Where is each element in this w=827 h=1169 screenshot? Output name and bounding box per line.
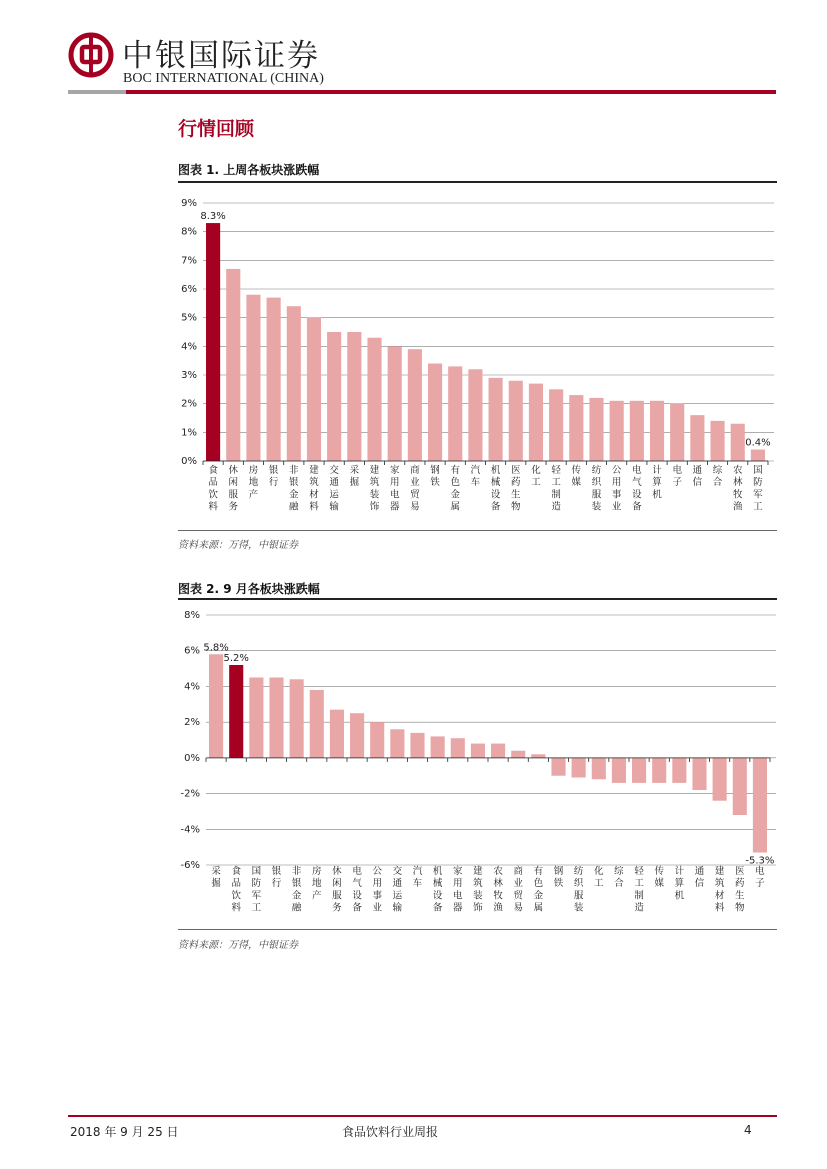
footer-page-number: 4: [744, 1123, 752, 1137]
bar: [330, 710, 344, 758]
category-label: 轻工制造: [634, 866, 644, 914]
bar: [650, 401, 664, 461]
bar: [269, 678, 283, 758]
category-label: 银行: [268, 465, 279, 489]
category-label: 医药生物: [735, 866, 745, 914]
category-label: 轻工制造: [551, 465, 561, 513]
category-label: 化工: [531, 465, 541, 489]
bar: [652, 758, 666, 783]
figure-1-bottom-rule: [178, 530, 777, 531]
category-label: 房地产: [248, 465, 259, 501]
category-label: 通信: [694, 866, 705, 890]
bar: [670, 404, 684, 461]
y-tick-label: -2%: [180, 788, 200, 800]
category-label: 医药生物: [511, 465, 521, 513]
bar: [310, 690, 324, 758]
bar: [226, 269, 240, 461]
category-label: 公用事业: [611, 465, 622, 513]
y-tick-label: 8%: [184, 610, 200, 621]
category-label: 纺织服装: [573, 866, 584, 914]
bar: [610, 401, 624, 461]
bar: [267, 298, 281, 461]
y-tick-label: 6%: [184, 645, 200, 657]
bar: [733, 758, 747, 815]
category-label: 休闲服务: [228, 465, 239, 513]
data-label: 8.3%: [200, 211, 226, 223]
figure-1-chart: [178, 186, 777, 531]
bar: [307, 318, 321, 461]
bar: [367, 338, 381, 461]
bar: [388, 346, 402, 461]
y-tick-label: -4%: [180, 824, 200, 836]
y-tick-label: 4%: [184, 681, 200, 693]
bar: [408, 349, 422, 461]
bar: [589, 398, 603, 461]
header-rule-red: [126, 90, 776, 94]
category-label: 国防军工: [251, 866, 262, 914]
bar: [209, 654, 223, 758]
category-label: 家用电器: [453, 866, 463, 914]
section-title: 行情回顾: [178, 118, 255, 140]
bar: [350, 713, 364, 758]
y-tick-label: 2%: [181, 398, 197, 410]
boc-logo-icon: [68, 32, 114, 78]
category-label: 传媒: [654, 866, 664, 890]
category-label: 通信: [692, 465, 703, 489]
bar: [290, 679, 304, 758]
bar: [390, 729, 404, 758]
bar: [692, 758, 706, 790]
bar: [428, 364, 442, 461]
footer-report-title: 食品饮料行业周报: [342, 1125, 439, 1139]
bar: [347, 332, 361, 461]
bar: [249, 678, 263, 758]
figure-2-source: 资料来源：万得，中银证券: [178, 940, 298, 951]
figure-2-title: 图表 2. 9 月各板块涨跌幅: [178, 582, 320, 596]
category-label: 汽车: [412, 866, 423, 890]
category-label: 采掘: [211, 866, 221, 890]
y-tick-label: 5%: [181, 312, 197, 324]
category-label: 建筑装饰: [473, 866, 483, 914]
header-rule-gray: [68, 90, 126, 94]
bar: [713, 758, 727, 801]
bar: [489, 378, 503, 461]
bar: [491, 744, 505, 758]
category-label: 钢铁: [553, 866, 564, 890]
bar: [753, 758, 767, 853]
y-tick-label: 4%: [181, 341, 197, 353]
category-label: 非银金融: [291, 866, 302, 914]
bar: [511, 751, 525, 758]
bar: [229, 665, 243, 758]
y-tick-label: 3%: [181, 370, 197, 381]
category-label: 非银金融: [289, 465, 299, 513]
category-label: 交通运输: [329, 465, 339, 513]
bar: [410, 733, 424, 758]
bar: [690, 415, 704, 461]
category-label: 商业贸易: [513, 866, 523, 914]
y-tick-label: 7%: [181, 255, 197, 267]
category-label: 综合: [712, 465, 723, 489]
category-label: 农林牧渔: [732, 465, 743, 513]
figure-1-top-rule: [178, 181, 777, 183]
data-label: 5.2%: [223, 653, 249, 664]
category-label: 机械设备: [490, 465, 501, 513]
category-label: 银行: [271, 866, 282, 890]
category-label: 计算机: [652, 465, 662, 501]
bar: [451, 738, 465, 758]
y-tick-label: 2%: [184, 717, 200, 729]
bar: [630, 401, 644, 461]
bar: [672, 758, 686, 783]
footer-rule: [68, 1115, 777, 1117]
bar: [710, 421, 724, 461]
category-label: 休闲服务: [332, 866, 342, 914]
category-label: 电子: [755, 866, 765, 890]
category-label: 建筑材料: [309, 465, 319, 513]
data-label: 5.8%: [203, 642, 229, 654]
category-label: 家用电器: [389, 465, 400, 513]
y-tick-label: 6%: [181, 284, 197, 295]
figure-2-chart: [178, 602, 777, 930]
page-header: [0, 0, 827, 100]
bar: [431, 736, 445, 757]
category-label: 有色金属: [533, 866, 544, 914]
y-tick-label: 0%: [181, 456, 197, 467]
category-label: 汽车: [470, 465, 481, 489]
bar: [471, 744, 485, 758]
bar: [287, 306, 301, 461]
figure-1-title: 图表 1. 上周各板块涨跌幅: [178, 163, 320, 177]
category-label: 计算机: [674, 866, 685, 902]
category-label: 电气设备: [352, 866, 362, 914]
bar: [569, 395, 583, 461]
category-label: 传媒: [571, 465, 582, 489]
category-label: 房地产: [312, 866, 322, 902]
category-label: 公用事业: [372, 866, 382, 914]
bar: [549, 389, 563, 461]
data-label: 0.4%: [745, 437, 771, 449]
category-label: 电气设备: [632, 465, 642, 513]
y-tick-label: 9%: [181, 198, 197, 209]
bar: [751, 450, 765, 461]
bar: [529, 384, 543, 461]
company-name-english: BOC INTERNATIONAL (CHINA): [123, 71, 324, 86]
footer-date: 2018 年 9 月 25 日: [70, 1125, 179, 1139]
data-label: -5.3%: [745, 855, 775, 867]
category-label: 建筑材料: [714, 866, 725, 914]
category-label: 食品饮料: [208, 465, 218, 513]
category-label: 食品饮料: [231, 866, 241, 914]
bar: [572, 758, 586, 778]
bar: [632, 758, 646, 783]
y-tick-label: 1%: [181, 427, 197, 439]
category-label: 建筑装饰: [369, 465, 380, 513]
figure-1-source: 资料来源：万得，中银证券: [178, 540, 298, 551]
figure-2-top-rule: [178, 598, 777, 600]
bar: [246, 295, 260, 461]
category-label: 机械设备: [432, 866, 443, 914]
bar: [612, 758, 626, 783]
figure-2-bottom-rule: [178, 929, 777, 930]
bar: [468, 369, 482, 461]
category-label: 电子: [672, 465, 682, 489]
y-tick-label: 8%: [181, 226, 197, 238]
y-tick-label: 0%: [184, 752, 200, 764]
bar: [327, 332, 341, 461]
category-label: 钢铁: [430, 465, 440, 489]
category-label: 国防军工: [753, 465, 763, 513]
bar: [551, 758, 565, 776]
bar: [731, 424, 745, 461]
category-label: 综合: [614, 866, 624, 890]
bar: [531, 754, 545, 758]
category-label: 交通运输: [392, 866, 403, 914]
bar: [509, 381, 523, 461]
category-label: 商业贸易: [410, 465, 420, 513]
bar: [206, 223, 220, 461]
y-tick-label: -6%: [180, 860, 200, 871]
category-label: 纺织服装: [591, 465, 602, 513]
category-label: 采掘: [349, 465, 360, 489]
category-label: 农林牧渔: [493, 866, 503, 914]
company-name: 中银国际证券: [122, 38, 320, 74]
bar: [592, 758, 606, 779]
bar: [448, 366, 462, 461]
category-label: 化工: [594, 866, 604, 890]
bar: [370, 722, 384, 758]
category-label: 有色金属: [450, 465, 460, 513]
